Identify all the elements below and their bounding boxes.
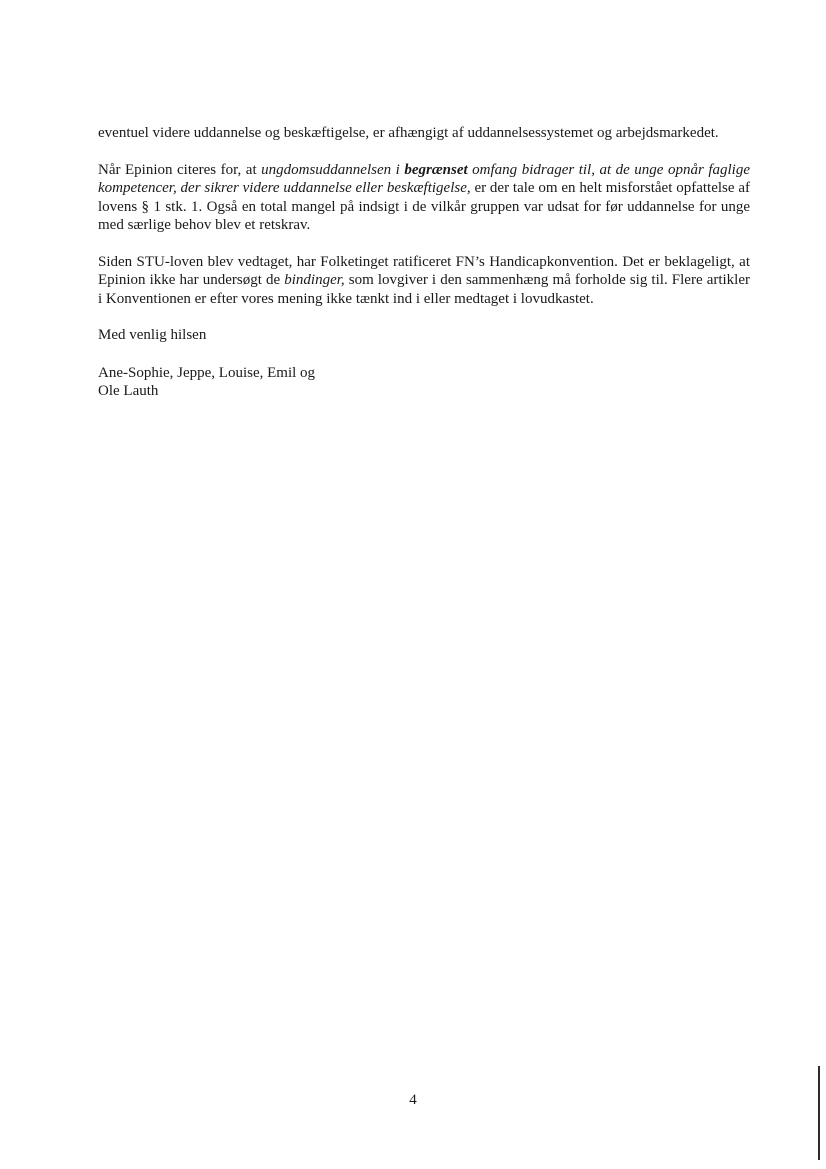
signature-block	[98, 364, 750, 401]
paragraph-handicap-convention	[98, 253, 750, 309]
italic-quote: omfang bidrager til, at de unge opnår faglige kompetencer, der sikrer videre uddannelse eller beskæftigelse,	[98, 161, 750, 196]
paragraph-epinion-citation	[98, 161, 750, 235]
paragraph-text: Siden STU-loven blev vedtaget, har Folketinget ratificeret FN’s Handicapkonvention. Det er beklageligt, at Epinion ikke har undersøgt de	[98, 253, 750, 288]
closing-greeting: Med venlig hilsen	[98, 327, 207, 343]
italic-term: bindinger,	[284, 272, 345, 288]
bold-emphasis: begrænset	[404, 161, 468, 178]
paragraph-text: Når Epinion citeres for, at	[98, 161, 262, 178]
paragraph-continuation: eventuel videre uddannelse og beskæftigelse, er afhængigt af uddannelsessystemet og arbejdsmarkedet.	[98, 125, 719, 141]
signature-names: Ane-Sophie, Jeppe, Louise, Emil og	[98, 364, 316, 381]
paragraph-text: er der tale om en helt misforstået opfattelse af lovens § 1 stk. 1. Også en total mangel på indsigt i de vilkår gruppen var udsat for før uddannelse for unge med særlige behov blev et retskrav.	[98, 180, 750, 233]
page-number: 4	[409, 1092, 417, 1108]
document-body	[98, 124, 750, 401]
signature-name-last: Ole Lauth	[98, 383, 159, 399]
italic-quote: ungdomsuddannelsen i	[261, 161, 405, 178]
scan-edge-line	[818, 1066, 820, 1160]
paragraph-text: som lovgiver i den sammenhæng må forholde sig til. Flere artikler i Konventionen er efter vores mening ikke tænkt ind i eller medtaget i lovudkastet.	[98, 272, 750, 307]
